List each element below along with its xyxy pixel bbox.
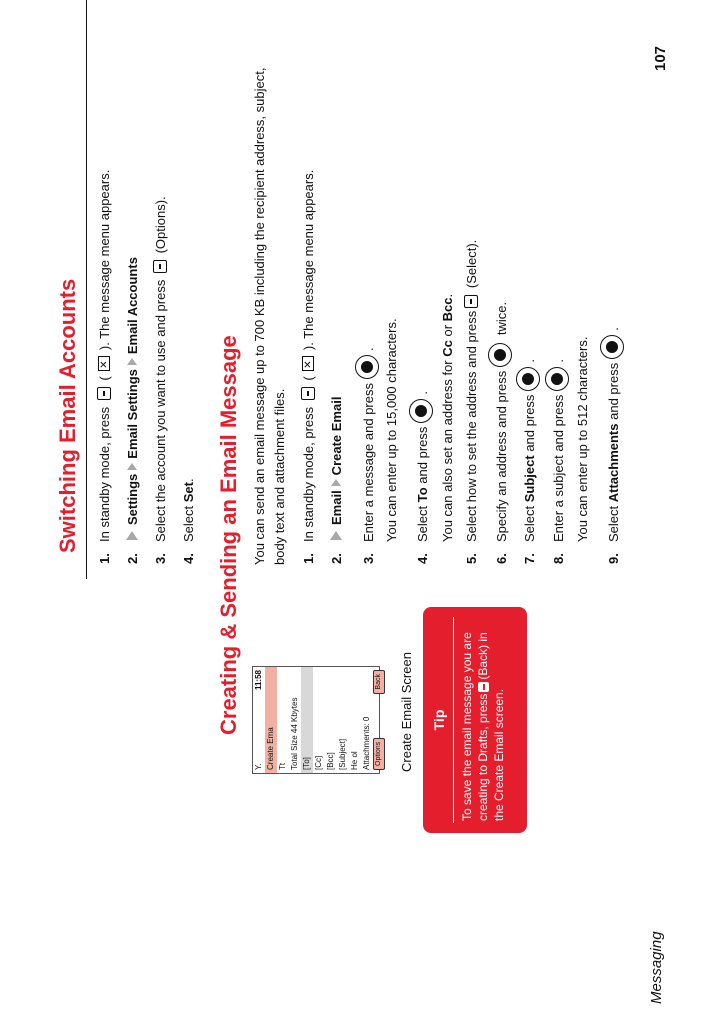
input-mode: Tt [278, 762, 287, 770]
s2-intro-line-2: body text and attachment files. [272, 388, 287, 565]
running-header: Messaging [648, 931, 665, 1004]
s2-step-3-note: You can enter up to 15,000 characters. [384, 318, 399, 542]
field-cc[interactable]: [Cc] [314, 755, 323, 770]
envelope-icon [302, 356, 314, 371]
s1-step-1: 1.In standby mode, press ( ✕ ). The message menu appears. [96, 170, 113, 564]
menu-key-icon [97, 387, 111, 400]
s2-step-1: 1.In standby mode, press ( ✕ ). The message menu appears. [300, 170, 317, 564]
s2-step-4: 4.Select To and press. [409, 391, 433, 564]
separator-arrow-icon [127, 358, 137, 365]
clock: 11:58 [254, 670, 263, 691]
field-attachments[interactable]: Attachments: 0 [362, 716, 371, 770]
back-key-icon [478, 682, 489, 692]
separator-arrow-icon [127, 463, 137, 470]
step-number: 3. [361, 553, 376, 564]
tip-body: To save the email message you are creating to Drafts, press(Back) in the Create Email screen. [460, 632, 506, 821]
signal-icon: Y. [254, 763, 263, 770]
separator-arrow-icon [331, 479, 341, 486]
step-number: 4. [181, 553, 196, 564]
softkey-bar [373, 667, 385, 773]
phone-title: Create Ema [265, 667, 277, 773]
nav-key-icon [545, 367, 569, 391]
step-number: 3. [153, 553, 168, 564]
softkey-back[interactable]: Back [373, 670, 385, 694]
s2-step-2: 2.EmailCreate Email [329, 396, 344, 564]
phone-caption: Create Email Screen [399, 652, 414, 772]
arrow-icon [330, 531, 342, 540]
s2-step-4-note: You can also set an address for Cc or Bcc. [440, 293, 455, 542]
step-number: 4. [415, 553, 430, 564]
section-title-switching: Switching Email Accounts [55, 278, 80, 553]
select-key-icon [464, 295, 478, 308]
s2-step-9: 9.Select Attachments and press. [600, 327, 624, 564]
s2-step-6: 6.Specify an address and press twice. [488, 302, 512, 564]
status-bar [253, 667, 265, 773]
menu-key-icon [301, 387, 315, 400]
step-number: 5. [464, 553, 479, 564]
s1-step-3: 3.Select the account you want to use and press (Options). [153, 196, 168, 564]
step-number: 7. [522, 553, 537, 564]
s1-step-2: 2.SettingsEmail SettingsEmail Accounts [125, 257, 140, 564]
field-body[interactable]: He ol [350, 751, 359, 770]
softkey-options[interactable]: Options [373, 738, 385, 770]
s2-step-8-note: You can enter up to 512 characters. [575, 336, 590, 542]
page-number: 107 [652, 45, 669, 71]
s2-intro-line-1: You can send an email message up to 700 KB including the recipient address, subject, [252, 67, 267, 565]
step-number: 2. [125, 553, 140, 564]
s2-step-7: 7.Select Subject and press. [516, 359, 540, 564]
arrow-icon [126, 531, 138, 540]
tip-title: Tip [431, 709, 447, 731]
step-number: 9. [606, 553, 621, 564]
nav-key-icon [409, 399, 433, 423]
nav-key-icon [600, 335, 624, 359]
s2-step-3: 3.Enter a message and press. [355, 347, 379, 564]
section-title-creating: Creating & Sending an Email Message [216, 335, 241, 735]
field-bcc[interactable]: [Bcc] [326, 752, 335, 770]
field-to[interactable]: [To] [301, 667, 313, 773]
step-number: 6. [494, 553, 509, 564]
s1-step-4: 4.Select Set. [181, 478, 196, 564]
phone-screen [252, 666, 380, 774]
tip-box [423, 607, 527, 833]
nav-key-icon [516, 367, 540, 391]
s2-step-5: 5.Select how to set the address and press (Select). [464, 239, 479, 564]
nav-key-icon [355, 355, 379, 379]
top-rule [86, 0, 87, 579]
total-size: Total Size 44 Kbytes [290, 697, 299, 770]
options-key-icon [153, 260, 167, 273]
step-number: 1. [301, 553, 316, 564]
nav-key-icon [488, 343, 512, 367]
s2-step-8: 8.Enter a subject and press. [545, 359, 569, 564]
envelope-icon [98, 356, 110, 371]
step-number: 2. [329, 553, 344, 564]
field-subject[interactable]: [Subject] [338, 738, 347, 770]
step-number: 1. [97, 553, 112, 564]
step-number: 8. [551, 553, 566, 564]
